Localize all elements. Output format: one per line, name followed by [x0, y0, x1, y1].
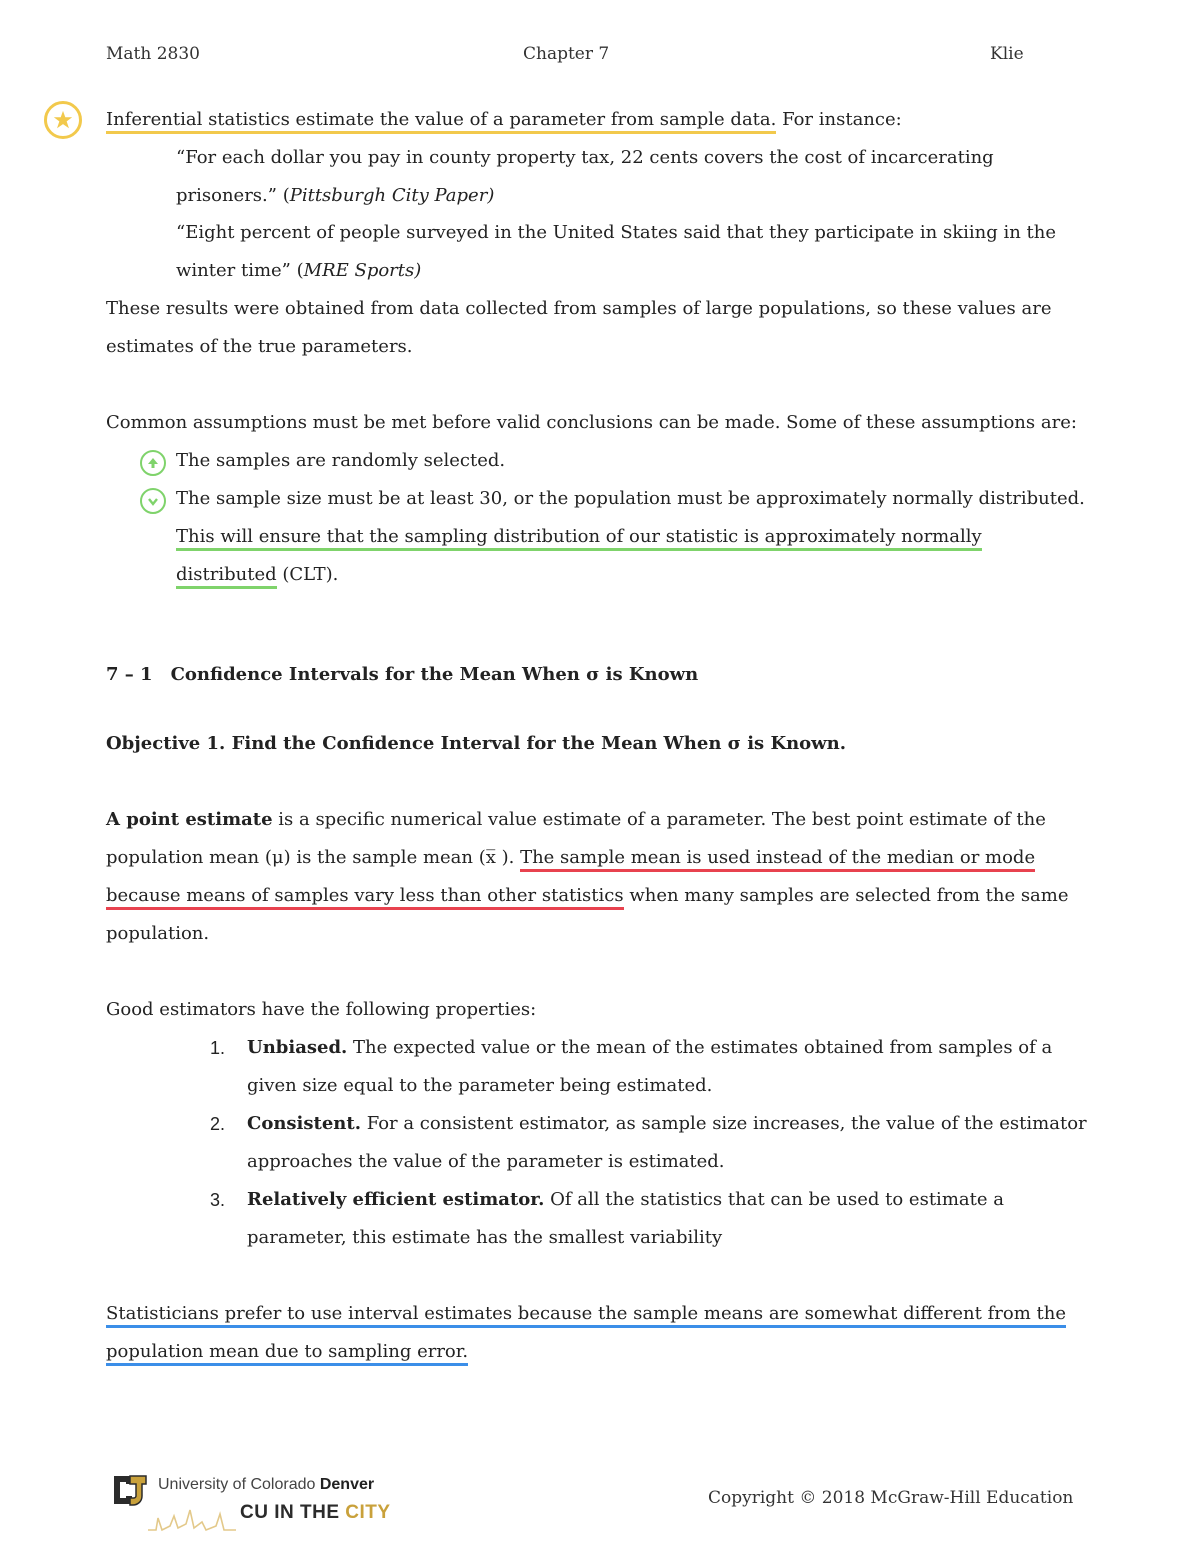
- assumption-item-2: The sample size must be at least 30, or the population must be approximately normally distributed.: [176, 488, 1085, 509]
- highlight-less-variation: because means of samples vary less than other statistics: [106, 885, 624, 910]
- estimator-2-line-2: approaches the value of the parameter is estimated.: [247, 1151, 725, 1172]
- assumptions-intro: Common assumptions must be met before valid conclusions can be made. Some of these assumptions are:: [106, 412, 1077, 433]
- arrow-up-icon: [140, 450, 166, 476]
- point-estimate-line-3: because means of samples vary less than other statistics when many samples are selected from the same: [106, 877, 1069, 915]
- quote-2-line-1: “Eight percent of people surveyed in the United States said that they participate in skiing in the: [176, 222, 1057, 243]
- highlight-interval-estimates-2: population mean due to sampling error.: [106, 1341, 468, 1366]
- star-icon: [44, 101, 82, 139]
- intro-line: Inferential statistics estimate the value of a parameter from sample data. For instance:: [106, 101, 902, 139]
- skyline-icon: [146, 1504, 238, 1534]
- estimator-1-number: 1.: [210, 1038, 226, 1058]
- highlight-clt-1: This will ensure that the sampling distribution of our statistic is approximately normally: [176, 526, 982, 551]
- intro-paragraph-2: estimates of the true parameters.: [106, 336, 413, 357]
- cu-in-the-city-tagline: CU IN THE CITY: [240, 1502, 391, 1523]
- closing-line-1: [106, 1295, 1066, 1333]
- cu-logo-icon: [110, 1470, 150, 1510]
- assumption-item-2-cont: [176, 518, 982, 556]
- assumption-item-1: The samples are randomly selected.: [176, 450, 506, 471]
- objective-heading: Objective 1. Find the Confidence Interval for the Mean When σ is Known.: [106, 733, 847, 754]
- copyright-notice: Copyright © 2018 McGraw-Hill Education: [708, 1488, 1074, 1508]
- quote-2-line-2: winter time” (MRE Sports): [176, 260, 422, 281]
- section-title: Confidence Intervals for the Mean When σ is Known: [170, 664, 699, 685]
- quote-1-line-2: prisoners.” (Pittsburgh City Paper): [176, 185, 495, 206]
- point-estimate-line-1: A point estimate is a specific numerical value estimate of a parameter. The best point estimate of the: [106, 809, 1046, 830]
- estimator-1-line-2: given size equal to the parameter being estimated.: [247, 1075, 713, 1096]
- quote-2-source: MRE Sports): [303, 260, 422, 281]
- intro-paragraph-1: These results were obtained from data collected from samples of large populations, so these values are: [106, 298, 1052, 319]
- estimator-3-number: 3.: [210, 1190, 226, 1210]
- estimators-intro: Good estimators have the following properties:: [106, 999, 537, 1020]
- point-estimate-line-4: population.: [106, 923, 210, 944]
- estimator-2-line-1: Consistent. For a consistent estimator, as sample size increases, the value of the estimator: [247, 1113, 1087, 1134]
- university-name: University of Colorado Denver: [158, 1476, 375, 1493]
- header-author: Klie: [990, 44, 1024, 64]
- highlight-clt-2: distributed: [176, 564, 277, 589]
- point-estimate-line-2: population mean (μ) is the sample mean (x̅ ). The sample mean is used instead of the median or mode: [106, 839, 1035, 877]
- highlight-sample-mean: The sample mean is used instead of the median or mode: [520, 847, 1035, 872]
- closing-line-2: [106, 1333, 468, 1371]
- section-heading: [106, 656, 698, 694]
- estimator-3-line-2: parameter, this estimate has the smallest variability: [247, 1227, 723, 1248]
- estimator-3-line-1: Relatively efficient estimator. Of all the statistics that can be used to estimate a: [247, 1189, 1004, 1210]
- assumption-item-2-end: distributed (CLT).: [176, 556, 338, 594]
- chevron-down-icon: [140, 488, 166, 514]
- estimator-1-line-1: Unbiased. The expected value or the mean of the estimates obtained from samples of a: [247, 1037, 1053, 1058]
- estimator-2-number: 2.: [210, 1114, 226, 1134]
- highlight-inferential: Inferential statistics estimate the value of a parameter from sample data.: [106, 109, 776, 134]
- quote-1-source: Pittsburgh City Paper): [289, 185, 495, 206]
- highlight-interval-estimates-1: Statisticians prefer to use interval estimates because the sample means are somewhat different from the: [106, 1303, 1066, 1328]
- quote-1-line-1: “For each dollar you pay in county property tax, 22 cents covers the cost of incarcerating: [176, 147, 994, 168]
- header-chapter: Chapter 7: [523, 44, 610, 64]
- header-course: Math 2830: [106, 44, 200, 64]
- section-number: 7 – 1: [106, 664, 153, 685]
